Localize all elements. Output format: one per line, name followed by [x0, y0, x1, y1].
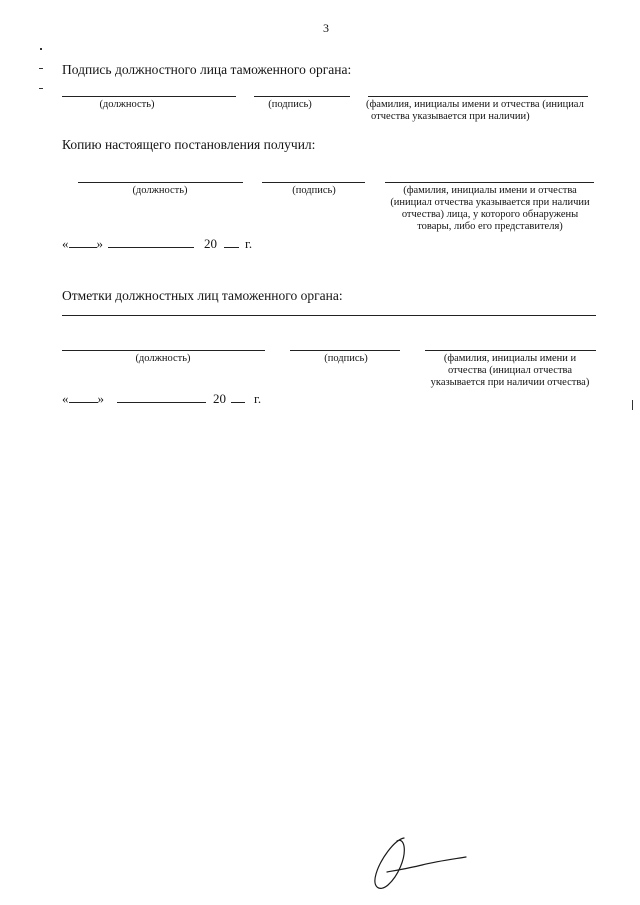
position-caption: (должность) [99, 99, 155, 110]
name-caption-line: (фамилия, инициалы имени и [443, 353, 577, 364]
name-caption-line: товары, либо его представителя) [417, 221, 563, 232]
page-number: 3 [323, 21, 329, 35]
signature-caption: (подпись) [324, 353, 368, 364]
section-heading-customs-notes: Отметки должностных лиц таможенного органа: [62, 288, 343, 303]
name-caption-line: отчества указывается при наличии) [371, 111, 530, 122]
official-name-caption [415, 353, 605, 389]
date-open-quote: « [62, 236, 69, 251]
name-caption-line: (фамилия, инициалы имени и отчества [403, 185, 577, 196]
year-blank[interactable] [231, 390, 245, 403]
scan-mark [39, 68, 43, 69]
official-position-line[interactable] [62, 350, 265, 351]
scan-mark [39, 88, 43, 89]
year-prefix: 20 [213, 391, 226, 406]
signature-caption: (подпись) [292, 185, 336, 196]
date-close-quote: » [96, 236, 103, 251]
signature-caption: (подпись) [268, 99, 312, 110]
year-prefix: 20 [204, 236, 217, 251]
name-caption-line: отчества (инициал отчества [447, 365, 573, 376]
scan-mark [40, 48, 42, 50]
day-blank[interactable] [69, 235, 97, 248]
year-blank[interactable] [224, 235, 239, 248]
position-line[interactable] [62, 96, 236, 97]
name-caption-line: (инициал отчества указывается при наличии [390, 197, 590, 208]
position-caption: (должность) [132, 185, 188, 196]
day-blank[interactable] [69, 390, 98, 403]
month-blank[interactable] [108, 235, 194, 248]
receipt-date-field [62, 235, 252, 252]
recipient-name-caption [380, 185, 600, 233]
date-close-quote: » [97, 391, 104, 406]
recipient-signature-line[interactable] [262, 182, 365, 183]
date-open-quote: « [62, 391, 69, 406]
signature-line[interactable] [254, 96, 350, 97]
name-caption-line: отчества) лица, у которого обнаружены [401, 209, 579, 220]
name-caption-line: (фамилия, инициалы имени и отчества (инициал [366, 99, 584, 110]
year-suffix: г. [245, 236, 253, 251]
position-caption: (должность) [135, 353, 191, 364]
official-name-line[interactable] [425, 350, 596, 351]
month-blank[interactable] [117, 390, 206, 403]
recipient-name-line[interactable] [385, 182, 594, 183]
handwritten-signature [360, 828, 480, 896]
official-signature-line[interactable] [290, 350, 400, 351]
name-caption-line: указывается при наличии отчества) [430, 377, 590, 388]
name-line[interactable] [368, 96, 588, 97]
section-heading-official-signature: Подпись должностного лица таможенного органа: [62, 62, 352, 77]
notes-line[interactable] [62, 315, 596, 316]
name-caption [366, 99, 584, 123]
section-heading-copy-received: Копию настоящего постановления получил: [62, 137, 316, 152]
scan-mark [632, 400, 633, 410]
notes-date-field [62, 390, 261, 407]
recipient-position-line[interactable] [78, 182, 243, 183]
year-suffix: г. [254, 391, 262, 406]
